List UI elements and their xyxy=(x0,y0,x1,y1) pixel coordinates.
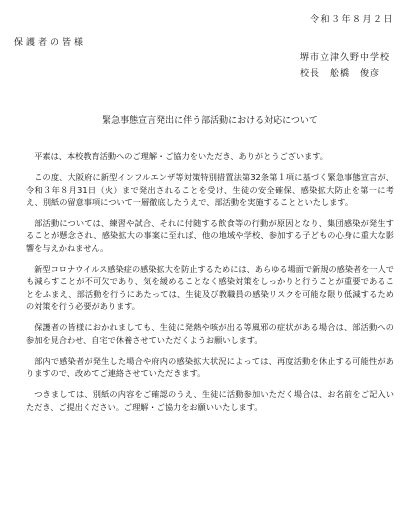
paragraph-closing: つきましては、別紙の内容をご確認のうえ、生徒に活動参加いただく場合は、お名前をご記入いただき、ご提出ください。ご理解・ご協力をお願いいたします。 xyxy=(26,389,394,412)
paragraph-emergency-declaration: この度、大阪府に新型インフルエンザ等対策特別措置法第32条第１項に基づく緊急事態宣言が、令和３年８月31日（火）まで発出されることを受け、生徒の安全確保、感染拡大防止を第一に考え、別紙の留意事項について一層徹底したうえで、部活動を実施することといたします。 xyxy=(26,172,394,207)
paragraph-parent-request: 保護者の皆様におかれましても、生徒に発熱や咳が出る等風邪の症状がある場合は、部活動への参加を見合わせ、自宅で休養させていただくようお願いします。 xyxy=(26,322,394,345)
letter-title: 緊急事態宣言発出に伴う部活動における対応について xyxy=(102,116,318,126)
school-name: 堺市立津久野中学校 xyxy=(299,53,390,63)
letter-date: 令和３年８月２日 xyxy=(309,15,394,25)
sender-block xyxy=(300,51,390,83)
paragraph-club-risk: 部活動については、練習や試合、それに付随する飲食等の行動が原因となり、集団感染が発生することが懸念され、感染拡大の事案に至れば、他の地域や学校、参加する子どもの心身に重大な影響を与えかねません。 xyxy=(26,218,394,253)
principal-name: 校長 舩橋 俊彦 xyxy=(299,68,380,79)
paragraph-infection-control: 新型コロナウイルス感染症の感染拡大を防止するためには、あらゆる場面で新規の感染者を一人でも減らすことが不可欠であり、気を緩めることなく感染対策をしっかりと行うことが重要であることをふまえ、部活動を行うにあたっては、生徒及び教職員の感染リスクを可能な限り低減するための対策を行う必要があります。 xyxy=(26,264,394,311)
paragraph-greeting: 平素は、本校教育活動へのご理解・ご協力をいただき、ありがとうございます。 xyxy=(34,151,328,161)
letter-body xyxy=(26,150,394,422)
paragraph-suspension-notice: 部内で感染者が発生した場合や府内の感染拡大状況によっては、再度活動を休止する可能性がありますので、改めてご連絡させていただきます。 xyxy=(26,355,394,379)
addressee: 保護者の皆様 xyxy=(14,38,87,48)
